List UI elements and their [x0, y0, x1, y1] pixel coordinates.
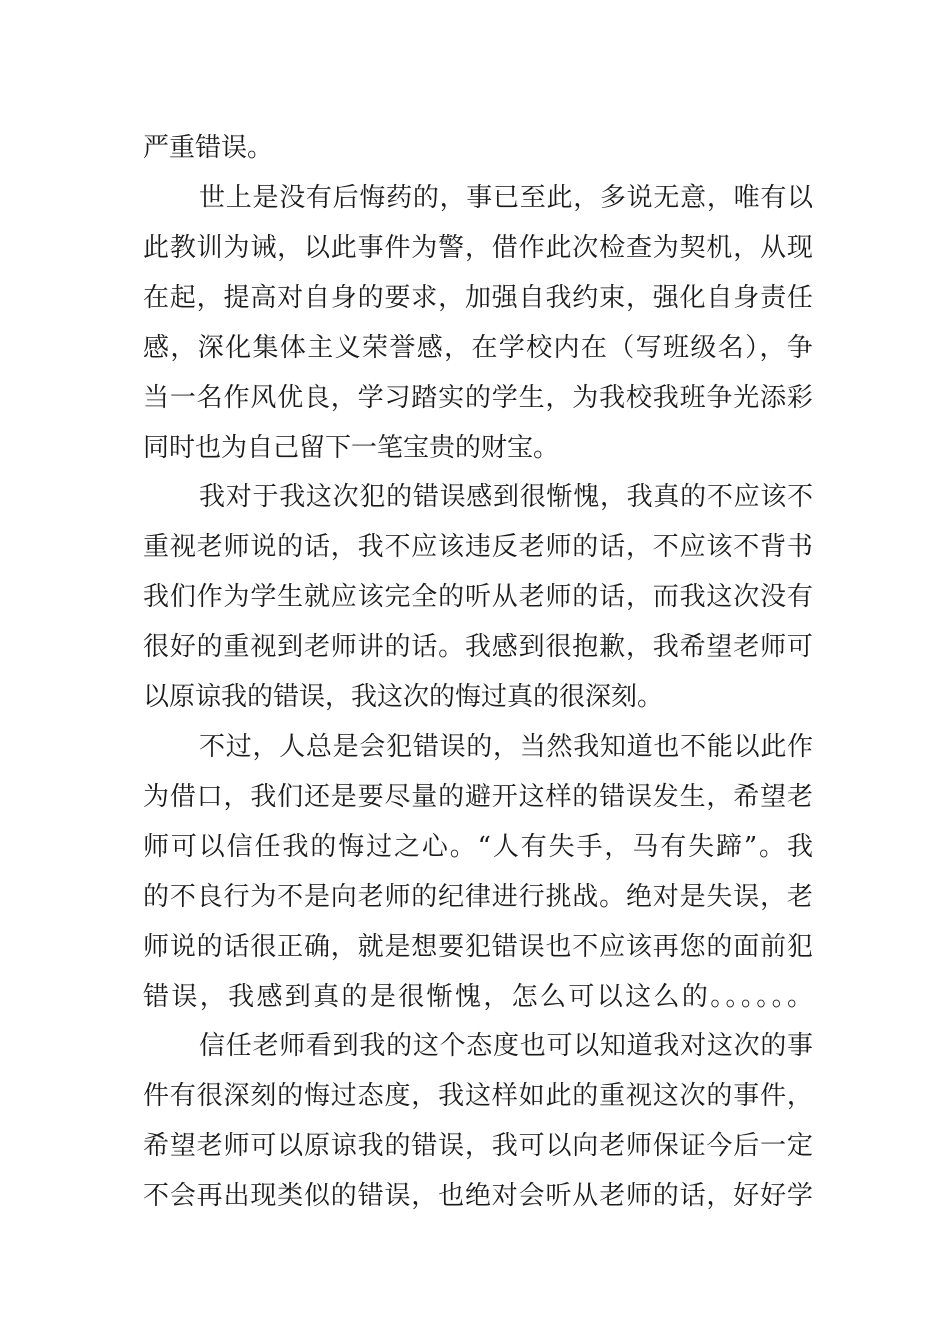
- text-line: 很好的重视到老师讲的话。我感到很抱歉，我希望老师可: [143, 632, 814, 662]
- text-line: 以原谅我的错误，我这次的悔过真的很深刻。: [143, 682, 664, 712]
- text-line: 当一名作风优良，学习踏实的学生，为我校我班争光添彩: [143, 383, 814, 413]
- paragraph-start-line: 世上是没有后悔药的，事已至此，多说无意，唯有以: [199, 183, 814, 213]
- text-line: 不会再出现类似的错误，也绝对会听从老师的话，好好学: [143, 1181, 814, 1211]
- text-line: 师可以信任我的悔过之心。“人有失手，马有失蹄”。我: [143, 832, 815, 862]
- paragraph-start-line: 信任老师看到我的这个态度也可以知道我对这次的事: [199, 1031, 814, 1061]
- text-line: 师说的话很正确，就是想要犯错误也不应该再您的面前犯: [143, 932, 814, 962]
- text-line: 感，深化集体主义荣誉感，在学校内在（写班级名），争: [143, 333, 815, 363]
- text-line: 希望老师可以原谅我的错误，我可以向老师保证今后一定: [143, 1131, 814, 1161]
- text-line: 此教训为诫，以此事件为警，借作此次检查为契机，从现: [143, 233, 814, 263]
- text-line: 错误，我感到真的是很惭愧，怎么可以这么的。。。。。。: [143, 982, 816, 1012]
- text-line: 同时也为自己留下一笔宝贵的财宝。: [143, 433, 560, 463]
- text-line: 严重错误。: [143, 133, 274, 163]
- paragraph-start-line: 不过，人总是会犯错误的，当然我知道也不能以此作: [199, 732, 814, 762]
- text-line: 在起，提高对自身的要求，加强自我约束，强化自身责任: [143, 283, 814, 313]
- paragraph-start-line: 我对于我这次犯的错误感到很惭愧，我真的不应该不: [199, 482, 814, 512]
- text-line: 件有很深刻的悔过态度，我这样如此的重视这次的事件，: [143, 1081, 814, 1111]
- text-line: 的不良行为不是向老师的纪律进行挑战。绝对是失误，老: [143, 882, 814, 912]
- text-line: 我们作为学生就应该完全的听从老师的话，而我这次没有: [143, 582, 814, 612]
- text-line: 为借口，我们还是要尽量的避开这样的错误发生，希望老: [143, 782, 814, 812]
- text-line: 重视老师说的话，我不应该违反老师的话，不应该不背书: [143, 532, 814, 562]
